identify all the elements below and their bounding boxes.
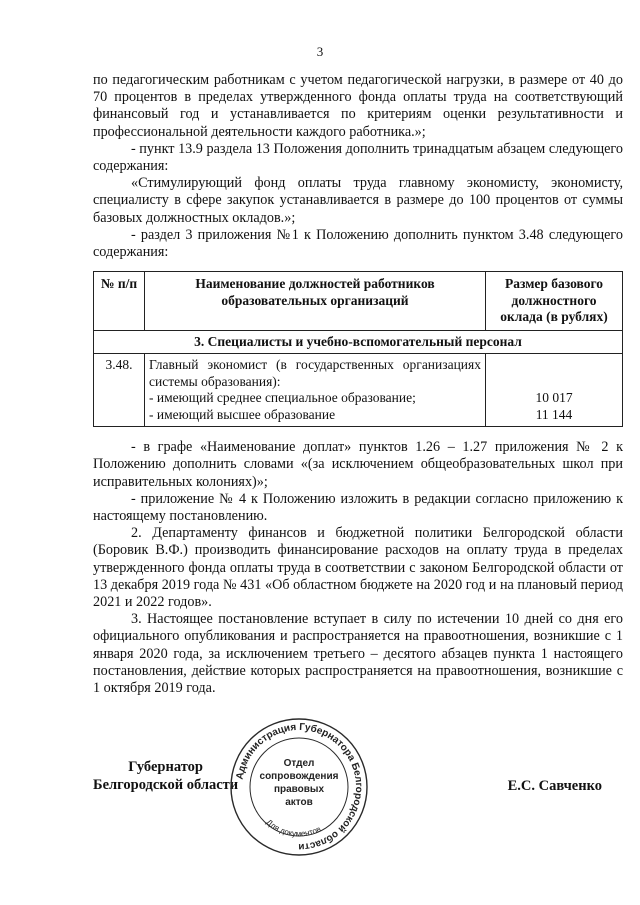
salary-cell	[486, 354, 623, 427]
document-body	[93, 72, 623, 697]
paragraph: - раздел 3 приложения №1 к Положению дополнить пунктом 3.48 следующего содержания:	[93, 226, 623, 261]
paragraph: по педагогическим работникам с учетом педагогической нагрузки, в размере от 40 до 70 процентов в пределах утвержденного фонда оплаты труда на соответствующий финансовый год и устанавливается по критериям оценки результативности и профессиональной деятельности каждого работника.»;	[93, 72, 623, 140]
stamp-line: правовых	[273, 784, 325, 795]
stamp-line: актов	[285, 797, 313, 808]
salary-value: 11 144	[535, 406, 573, 422]
signature-title	[93, 758, 238, 794]
paragraph: - пункт 13.9 раздела 13 Положения дополнить тринадцатым абзацем следующего содержания:	[93, 140, 623, 175]
paragraph: 2. Департаменту финансов и бюджетной политики Белгородской области (Боровик В.Ф.) производить финансирование расходов на оплату труда в пределах утвержденного фонда оплаты труда в соответствии с законом Белгородской области от 13 декабря 2019 года № 431 «Об областном бюджете на 2020 год и на плановый период 2021 и 2022 годов».	[93, 525, 623, 611]
stamp-bottom-text: Для документов	[264, 817, 323, 839]
signature-title-line: Губернатор	[128, 759, 203, 775]
table-header-row	[94, 272, 623, 331]
position-name-cell	[145, 354, 486, 427]
positions-table	[93, 271, 623, 427]
page-number: 3	[316, 44, 324, 59]
salary-value: 10 017	[535, 390, 573, 406]
position-option: - имеющий среднее специальное образование;	[149, 390, 416, 406]
paragraph: - приложение № 4 к Положению изложить в редакции согласно приложению к настоящему постановлению.	[93, 490, 623, 525]
paragraph: - в графе «Наименование доплат» пунктов 1.26 – 1.27 приложения № 2 к Положению дополнить словами «(за исключением общеобразовательных школ при исправительных колониях)»;	[93, 439, 623, 490]
signature-title-line: Белгородской области	[93, 777, 239, 793]
position-option: - имеющий высшее образование	[149, 406, 336, 422]
section-title: 3. Специалисты и учебно-вспомогательный персонал	[94, 330, 623, 354]
header-salary: Размер базового должностного оклада (в рублях)	[486, 272, 623, 331]
paragraph: 3. Настоящее постановление вступает в силу по истечении 10 дней со дня его официального опубликования и распространяется на правоотношения, возникшие с 1 января 2020 года, за исключением третьего – десятого абзацев пункта 1 настоящего постановления, действие которых распространяется на правоотношения, возникшие с 1 октября 2019 года.	[93, 611, 623, 697]
header-position: Наименование должностей работников образовательных организаций	[145, 272, 486, 331]
position-name: Главный экономист (в государственных организациях системы образования):	[149, 357, 481, 389]
header-num: № п/п	[94, 272, 145, 331]
table-section-row	[94, 330, 623, 354]
quoted-paragraph: «Стимулирующий фонд оплаты труда главному экономисту, экономисту, специалисту в сфере закупок устанавливается в размере до 100 процентов от суммы базовых должностных окладов.»;	[93, 175, 623, 226]
row-number: 3.48.	[94, 354, 145, 427]
signatory-name: Е.С. Савченко	[507, 778, 602, 794]
stamp-ring-text: Администрация Губернатора Белгородской области	[234, 721, 365, 853]
stamp-line: Отдел	[283, 758, 315, 769]
stamp-line: сопровождения	[259, 771, 339, 782]
official-stamp	[228, 716, 370, 858]
table-row	[94, 354, 623, 427]
